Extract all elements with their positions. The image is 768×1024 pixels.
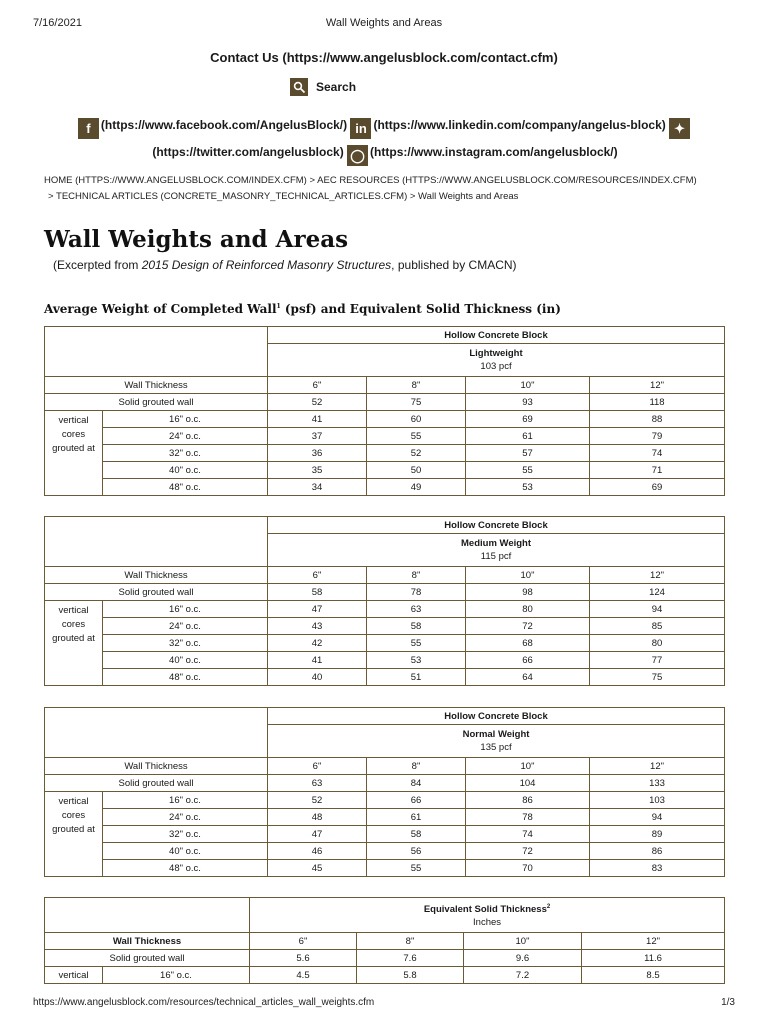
table-cell: 34 <box>268 479 367 496</box>
table-cell: 58 <box>367 618 466 635</box>
search-label: Search <box>316 80 357 94</box>
table-cell: 80 <box>466 601 590 618</box>
solid-value: 78 <box>367 584 466 601</box>
table-cell: 94 <box>590 809 725 826</box>
spacing-label: 16" o.c. <box>103 411 268 428</box>
table-cell: 40 <box>268 669 367 686</box>
section-heading-text: Average Weight of Completed Wall <box>44 302 277 316</box>
thickness-12: 12" <box>590 758 725 775</box>
table-cell: 69 <box>590 479 725 496</box>
thickness-8: 8" <box>367 567 466 584</box>
spacing-label: 16" o.c. <box>103 967 250 984</box>
solid-value: 5.6 <box>250 950 357 967</box>
table-cell: 52 <box>268 792 367 809</box>
linkedin-icon[interactable]: in <box>350 118 371 139</box>
table-cell: 41 <box>268 411 367 428</box>
spacing-label: 24" o.c. <box>103 809 268 826</box>
solid-value: 124 <box>590 584 725 601</box>
thickness-10: 10" <box>466 758 590 775</box>
solid-value: 75 <box>367 394 466 411</box>
table-cell: 80 <box>590 635 725 652</box>
table-cell: 61 <box>367 809 466 826</box>
block-type-header: Hollow Concrete Block <box>268 327 725 344</box>
page-subtitle <box>53 258 517 272</box>
solid-grouted-label: Solid grouted wall <box>45 584 268 601</box>
table-cell: 86 <box>590 843 725 860</box>
spacing-label: 40" o.c. <box>103 652 268 669</box>
blank-corner <box>45 898 250 933</box>
solid-value: 98 <box>466 584 590 601</box>
blank-corner <box>45 517 268 567</box>
vertical-cores-label: vertical <box>45 967 103 984</box>
twitter-link[interactable]: (https://twitter.com/angelusblock) <box>152 145 344 159</box>
facebook-link[interactable]: (https://www.facebook.com/AngelusBlock/) <box>100 118 348 132</box>
thickness-8: 8" <box>367 758 466 775</box>
thickness-10: 10" <box>466 377 590 394</box>
equivalent-title: Equivalent Solid Thickness <box>423 904 547 916</box>
weight-class-header <box>268 534 725 567</box>
table-cell: 72 <box>466 843 590 860</box>
weight-class-header <box>268 344 725 377</box>
table-cell: 37 <box>268 428 367 445</box>
table-cell: 36 <box>268 445 367 462</box>
thickness-12: 12" <box>590 377 725 394</box>
table-cell: 49 <box>367 479 466 496</box>
grouted-at-word: grouted at <box>52 633 95 644</box>
spacing-label: 48" o.c. <box>103 669 268 686</box>
table-cell: 70 <box>466 860 590 877</box>
breadcrumb <box>44 173 734 205</box>
table-cell: 72 <box>466 618 590 635</box>
wall-thickness-label: Wall Thickness <box>45 933 250 950</box>
table-cell: 55 <box>466 462 590 479</box>
table-cell: 47 <box>268 826 367 843</box>
thickness-8: 8" <box>357 933 464 950</box>
solid-grouted-label: Solid grouted wall <box>45 775 268 792</box>
table-cell: 50 <box>367 462 466 479</box>
spacing-label: 48" o.c. <box>103 860 268 877</box>
thickness-12: 12" <box>590 567 725 584</box>
table-cell: 75 <box>590 669 725 686</box>
spacing-label: 32" o.c. <box>103 826 268 843</box>
solid-value: 7.6 <box>357 950 464 967</box>
spacing-label: 48" o.c. <box>103 479 268 496</box>
table-cell: 56 <box>367 843 466 860</box>
grouted-at-word: grouted at <box>52 824 95 835</box>
table-cell: 74 <box>466 826 590 843</box>
table-cell: 58 <box>367 826 466 843</box>
spacing-label: 32" o.c. <box>103 445 268 462</box>
table-cell: 74 <box>590 445 725 462</box>
solid-value: 9.6 <box>464 950 582 967</box>
page-number: 1/3 <box>721 997 735 1008</box>
thickness-6: 6" <box>268 758 367 775</box>
spacing-label: 40" o.c. <box>103 843 268 860</box>
table-cell: 55 <box>367 860 466 877</box>
cores-word: cores <box>61 619 86 630</box>
table-cell: 89 <box>590 826 725 843</box>
table-cell: 7.2 <box>464 967 582 984</box>
breadcrumb-line-1[interactable]: HOME (HTTPS://WWW.ANGELUSBLOCK.COM/INDEX.CFM) > AEC RESOURCES (HTTPS://WWW.ANGELUSBLOCK.COM/RESOURCES/INDEX.CFM) <box>44 175 697 186</box>
vertical-cores-label <box>45 411 103 496</box>
vertical-word: vertical <box>58 796 89 807</box>
table-cell: 60 <box>367 411 466 428</box>
wall-thickness-label: Wall Thickness <box>45 377 268 394</box>
equivalent-units: Inches <box>473 917 502 929</box>
solid-value: 93 <box>466 394 590 411</box>
wall-thickness-label: Wall Thickness <box>45 758 268 775</box>
blank-corner <box>45 327 268 377</box>
table-cell: 52 <box>367 445 466 462</box>
weight-class: Normal Weight <box>462 729 530 740</box>
table-cell: 94 <box>590 601 725 618</box>
table-cell: 53 <box>367 652 466 669</box>
table-cell: 35 <box>268 462 367 479</box>
facebook-icon[interactable]: f <box>78 118 99 139</box>
breadcrumb-line-2[interactable]: > TECHNICAL ARTICLES (CONCRETE_MASONRY_TECHNICAL_ARTICLES.CFM) > Wall Weights and Areas <box>48 191 519 202</box>
spacing-label: 16" o.c. <box>103 601 268 618</box>
table-cell: 48 <box>268 809 367 826</box>
density: 103 pcf <box>480 361 512 372</box>
table-cell: 51 <box>367 669 466 686</box>
table-cell: 78 <box>466 809 590 826</box>
instagram-icon[interactable]: ◯ <box>347 145 368 166</box>
spacing-label: 40" o.c. <box>103 462 268 479</box>
solid-value: 84 <box>367 775 466 792</box>
table-cell: 63 <box>367 601 466 618</box>
table-cell: 68 <box>466 635 590 652</box>
subtitle-book: 2015 Design of Reinforced Masonry Structures <box>141 258 392 272</box>
solid-value: 133 <box>590 775 725 792</box>
table-cell: 5.8 <box>357 967 464 984</box>
weight-table-normal <box>44 707 725 877</box>
thickness-8: 8" <box>367 377 466 394</box>
page-title: Wall Weights and Areas <box>44 226 349 253</box>
search-button[interactable] <box>290 78 356 96</box>
table-cell: 88 <box>590 411 725 428</box>
thickness-10: 10" <box>464 933 582 950</box>
section-heading <box>44 302 561 316</box>
solid-value: 52 <box>268 394 367 411</box>
search-icon <box>290 78 308 96</box>
spacing-label: 24" o.c. <box>103 618 268 635</box>
equivalent-thickness-table <box>44 897 725 984</box>
print-url: https://www.angelusblock.com/resources/technical_articles_wall_weights.cfm <box>33 997 375 1008</box>
spacing-label: 32" o.c. <box>103 635 268 652</box>
blank-corner <box>45 708 268 758</box>
weight-table-lightweight <box>44 326 725 496</box>
print-header <box>33 17 735 33</box>
solid-value: 58 <box>268 584 367 601</box>
print-date: 7/16/2021 <box>33 17 82 29</box>
table-cell: 77 <box>590 652 725 669</box>
table-cell: 66 <box>367 792 466 809</box>
table-cell: 79 <box>590 428 725 445</box>
weight-class: Medium Weight <box>461 538 532 549</box>
thickness-6: 6" <box>250 933 357 950</box>
table-cell: 83 <box>590 860 725 877</box>
table-cell: 66 <box>466 652 590 669</box>
print-title: Wall Weights and Areas <box>325 17 443 29</box>
cores-word: cores <box>61 810 86 821</box>
vertical-cores-label <box>45 601 103 686</box>
vertical-word: vertical <box>58 415 89 426</box>
table-cell: 64 <box>466 669 590 686</box>
table-cell: 85 <box>590 618 725 635</box>
cores-word: cores <box>61 429 86 440</box>
solid-value: 63 <box>268 775 367 792</box>
block-type-header: Hollow Concrete Block <box>268 708 725 725</box>
table-cell: 43 <box>268 618 367 635</box>
table-cell: 47 <box>268 601 367 618</box>
table-cell: 53 <box>466 479 590 496</box>
equivalent-footnote-marker: 2 <box>546 904 551 910</box>
table-cell: 42 <box>268 635 367 652</box>
section-footnote-marker: 1 <box>276 303 281 310</box>
table-cell: 69 <box>466 411 590 428</box>
density: 115 pcf <box>480 551 512 562</box>
contact-link[interactable]: Contact Us (https://www.angelusblock.com/contact.cfm) <box>210 50 558 65</box>
table-cell: 45 <box>268 860 367 877</box>
solid-grouted-label: Solid grouted wall <box>45 394 268 411</box>
social-links <box>60 112 710 166</box>
weight-table-medium <box>44 516 725 686</box>
weight-class-header <box>268 725 725 758</box>
wall-thickness-label: Wall Thickness <box>45 567 268 584</box>
table-cell: 61 <box>466 428 590 445</box>
section-heading-rest: (psf) and Equivalent Solid Thickness (in) <box>280 302 561 316</box>
table-cell: 86 <box>466 792 590 809</box>
table-cell: 41 <box>268 652 367 669</box>
twitter-icon[interactable]: ✦ <box>669 118 690 139</box>
table-cell: 55 <box>367 635 466 652</box>
equivalent-header <box>250 898 725 933</box>
thickness-10: 10" <box>466 567 590 584</box>
solid-grouted-label: Solid grouted wall <box>45 950 250 967</box>
density: 135 pcf <box>480 742 512 753</box>
spacing-label: 16" o.c. <box>103 792 268 809</box>
solid-value: 104 <box>466 775 590 792</box>
thickness-6: 6" <box>268 377 367 394</box>
table-cell: 57 <box>466 445 590 462</box>
table-cell: 8.5 <box>582 967 725 984</box>
solid-value: 118 <box>590 394 725 411</box>
thickness-12: 12" <box>582 933 725 950</box>
instagram-link[interactable]: (https://www.instagram.com/angelusblock/) <box>370 145 618 159</box>
table-cell: 55 <box>367 428 466 445</box>
linkedin-link[interactable]: (https://www.linkedin.com/company/angelus-block) <box>373 118 666 132</box>
vertical-word: vertical <box>58 605 89 616</box>
table-cell: 46 <box>268 843 367 860</box>
print-footer <box>33 997 735 1011</box>
subtitle-post: , published by CMACN) <box>391 258 517 272</box>
spacing-label: 24" o.c. <box>103 428 268 445</box>
table-cell: 4.5 <box>250 967 357 984</box>
weight-class: Lightweight <box>469 348 523 359</box>
block-type-header: Hollow Concrete Block <box>268 517 725 534</box>
subtitle-pre: (Excerpted from <box>53 258 142 272</box>
solid-value: 11.6 <box>582 950 725 967</box>
table-cell: 71 <box>590 462 725 479</box>
thickness-6: 6" <box>268 567 367 584</box>
table-cell: 103 <box>590 792 725 809</box>
grouted-at-word: grouted at <box>52 443 95 454</box>
vertical-cores-label <box>45 792 103 877</box>
